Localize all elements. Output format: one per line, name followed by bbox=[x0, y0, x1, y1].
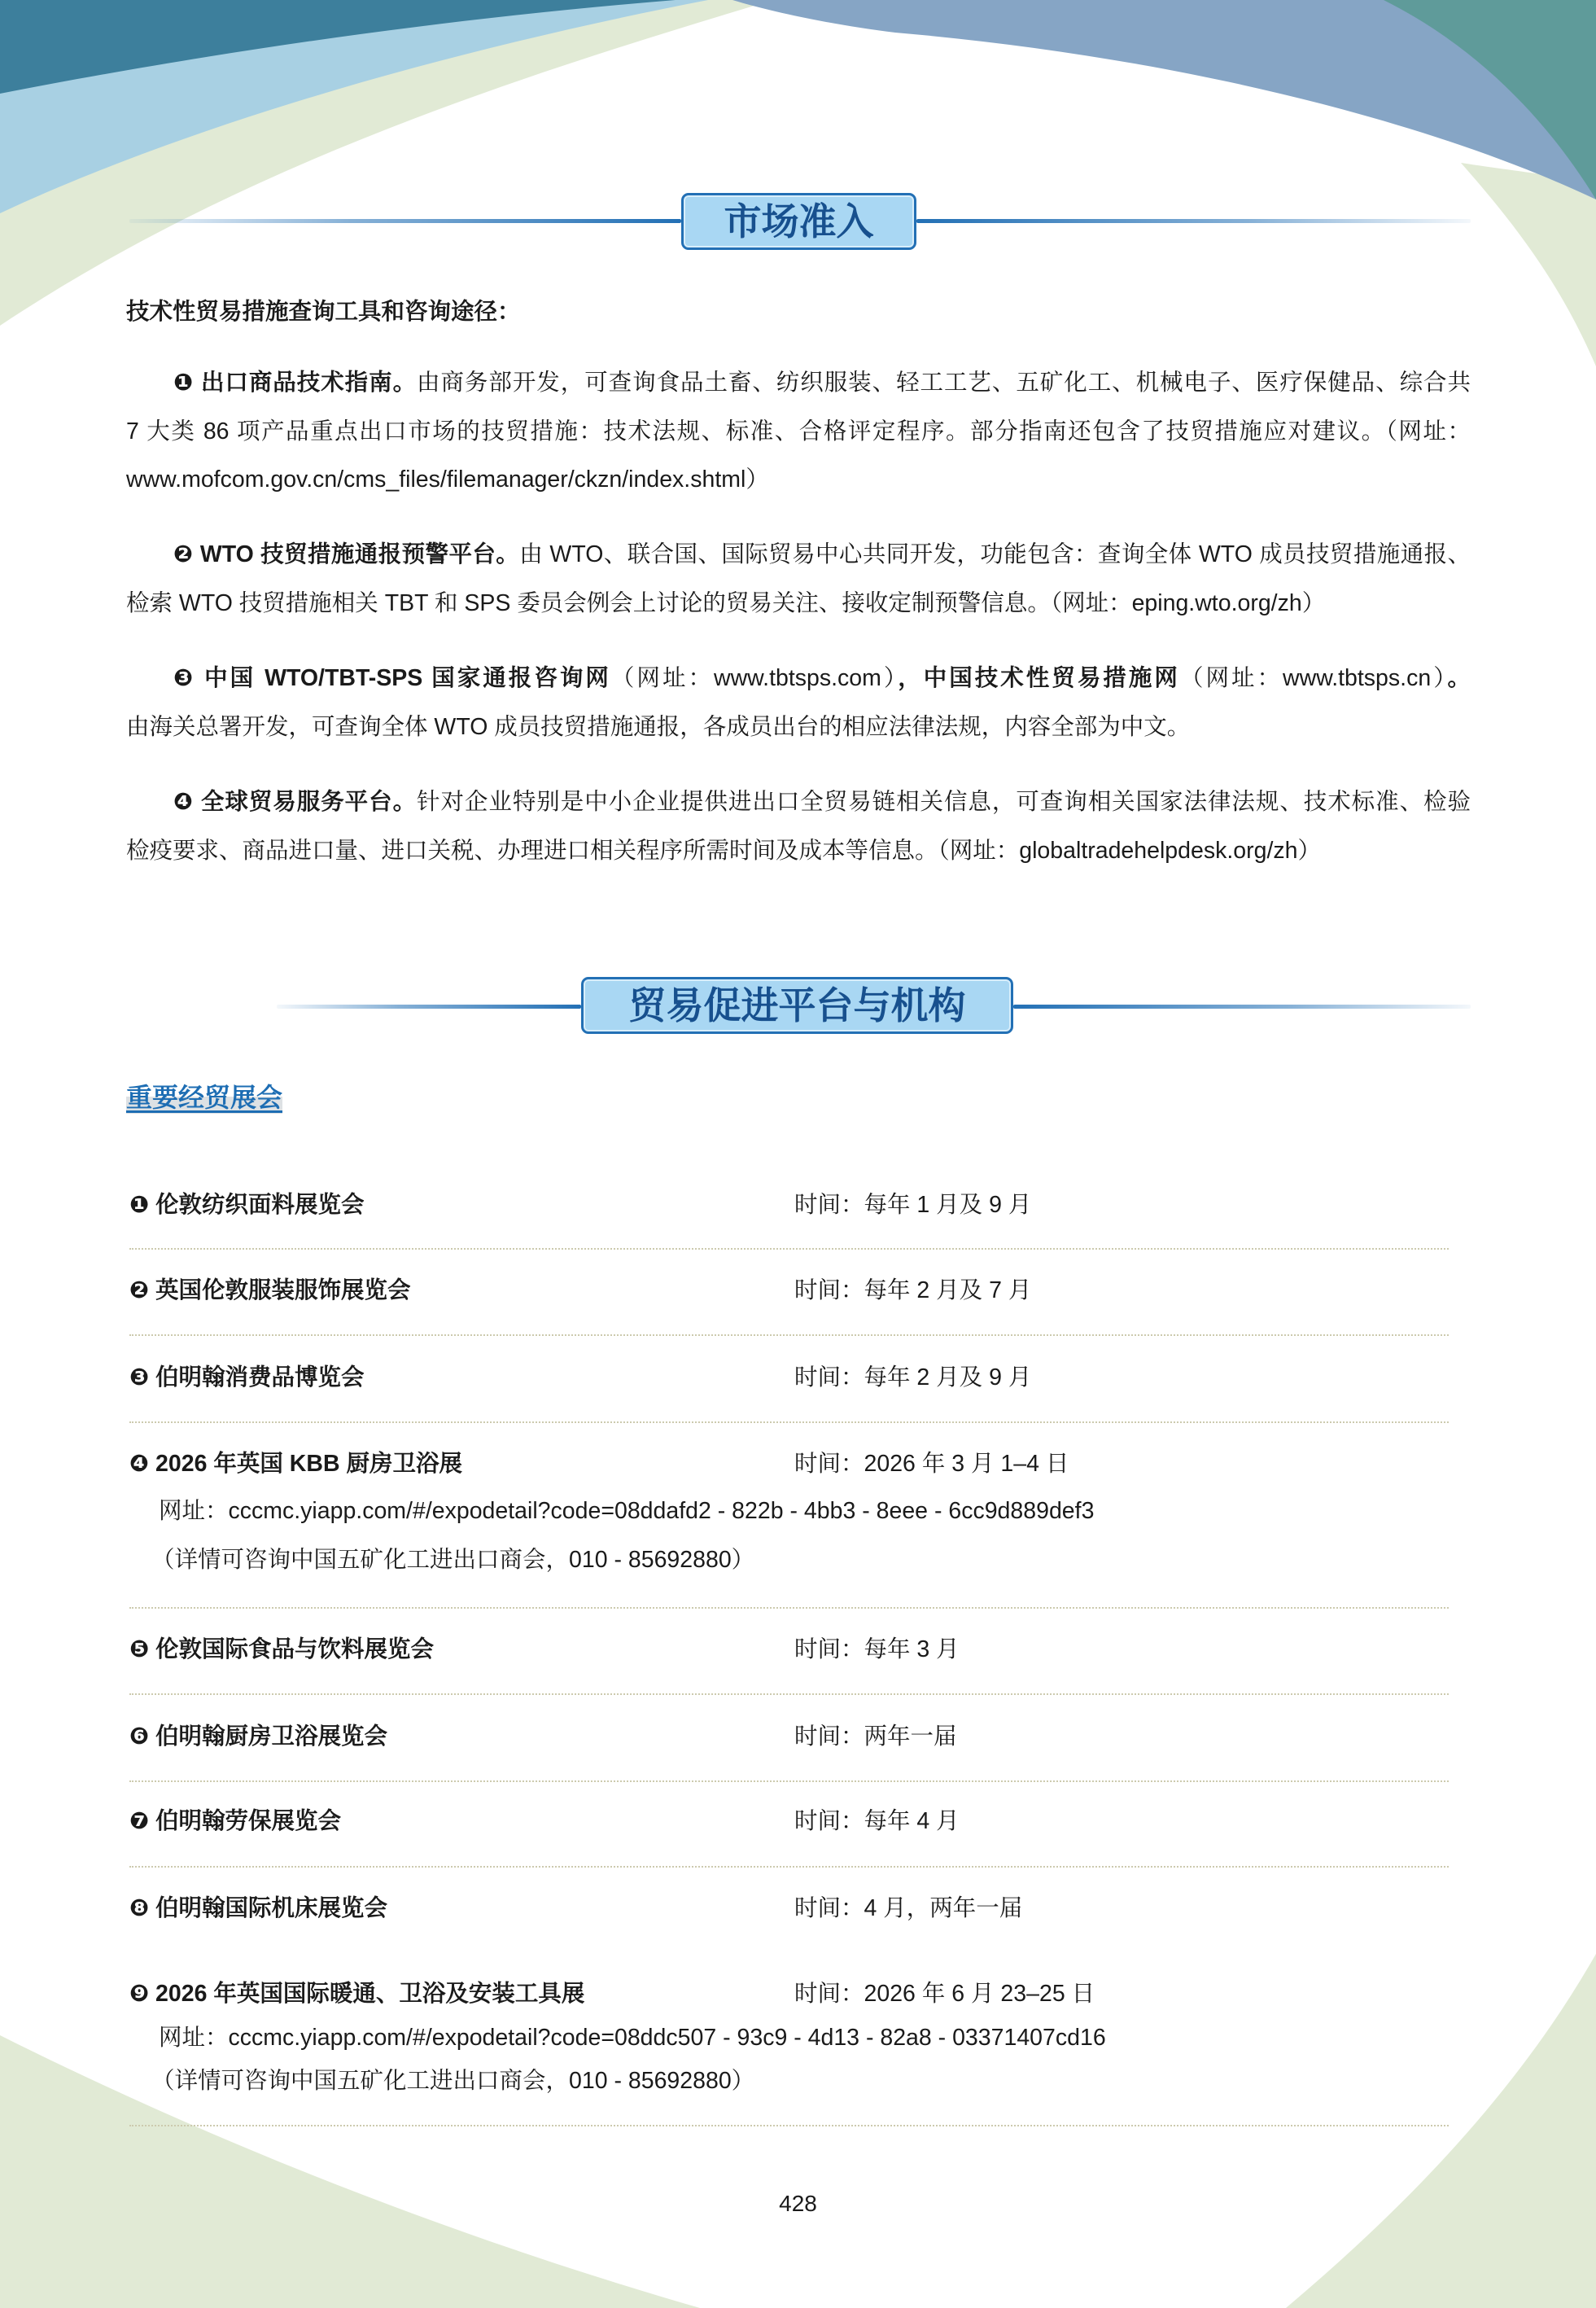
paragraph-4-line-2: 检疫要求、商品进口量、进口关税、办理进口相关程序所需时间及成本等信息。（网址：globaltradehelpdesk.org/zh） bbox=[126, 838, 1321, 864]
paragraph-4-line-1 bbox=[173, 786, 1471, 818]
exhibition-1-time: 时间：每年 1 月及 9 月 bbox=[794, 1192, 1032, 1218]
paragraph-1-line-2: 7 大类 86 项产品重点出口市场的技贸措施：技术法规、标准、合格评定程序。部分指南还包含了技贸措施应对建议。（网址： bbox=[126, 418, 1471, 445]
paragraph-4-text: 针对企业特别是中小企业提供进出口全贸易链相关信息，可查询相关国家法律法规、技术标准、检验 bbox=[417, 789, 1471, 815]
section-1-rule-right bbox=[916, 219, 1471, 223]
paragraph-1-line-1 bbox=[173, 366, 1471, 399]
exhibition-9-time: 时间：2026 年 6 月 23–25 日 bbox=[794, 1981, 1095, 2007]
exhibition-divider bbox=[129, 1248, 1449, 1250]
market-intro: 技术性贸易措施查询工具和咨询途径： bbox=[126, 299, 521, 325]
paragraph-3-url-1: （网址：www.tbtsps.com） bbox=[610, 665, 899, 691]
paragraph-3-end-mark: 。 bbox=[1447, 665, 1471, 691]
paragraph-2-text: 由 WTO、联合国、国际贸易中心共同开发，功能包含：查询全体 WTO 成员技贸措施通报、 bbox=[519, 541, 1471, 567]
section-2-rule-left bbox=[277, 1005, 581, 1009]
paragraph-1-title: ❶ 出口商品技术指南。 bbox=[173, 370, 418, 396]
exhibition-1-name: ❶ 伦敦纺织面料展览会 bbox=[129, 1192, 365, 1218]
exhibition-9-name: ❾ 2026 年英国国际暖通、卫浴及安装工具展 bbox=[129, 1981, 585, 2007]
page-number: 428 bbox=[779, 2191, 817, 2216]
paragraph-3-line-2: 由海关总署开发，可查询全体 WTO 成员技贸措施通报，各成员出台的相应法律法规，内容全部为中文。 bbox=[126, 714, 1191, 740]
paragraph-2-line-2: 检索 WTO 技贸措施相关 TBT 和 SPS 委员会例会上讨论的贸易关注、接收定制预警信息。（网址：eping.wto.org/zh） bbox=[126, 590, 1326, 616]
exhibition-5-time: 时间：每年 3 月 bbox=[794, 1636, 960, 1662]
paragraph-4-title: ❹ 全球贸易服务平台。 bbox=[173, 789, 418, 815]
section-title-trade-promotion: 贸易促进平台与机构 bbox=[581, 977, 1013, 1034]
exhibition-5-name: ❺ 伦敦国际食品与饮料展览会 bbox=[129, 1636, 435, 1662]
exhibition-divider bbox=[129, 1421, 1449, 1423]
section-2-rule-right bbox=[1013, 1005, 1471, 1009]
exhibition-divider bbox=[129, 1693, 1449, 1695]
paragraph-1-text: 由商务部开发，可查询食品土畜、纺织服装、轻工工艺、五矿化工、机械电子、医疗保健品、综合共 bbox=[417, 370, 1471, 396]
exhibition-divider bbox=[129, 1866, 1449, 1868]
exhibition-divider bbox=[129, 1334, 1449, 1336]
paragraph-3-url-2: （网址：www.tbtsps.cn） bbox=[1179, 665, 1448, 691]
exhibition-9-url: 网址：cccmc.yiapp.com/#/expodetail?code=08ddc507 - 93c9 - 4d13 - 82a8 - 03371407cd16 bbox=[159, 2025, 1106, 2051]
paragraph-3-title: ❸ 中国 WTO/TBT-SPS 国家通报咨询网 bbox=[173, 665, 611, 691]
exhibition-3-name: ❸ 伯明翰消费品博览会 bbox=[129, 1364, 365, 1390]
exhibition-6-time: 时间：两年一届 bbox=[794, 1723, 957, 1750]
exhibition-8-name: ❽ 伯明翰国际机床展览会 bbox=[129, 1895, 388, 1921]
paragraph-2-title: ❷ WTO 技贸措施通报预警平台。 bbox=[173, 541, 520, 567]
exhibition-8-time: 时间：4 月，两年一届 bbox=[794, 1895, 1023, 1921]
exhibition-4-name: ❹ 2026 年英国 KBB 厨房卫浴展 bbox=[129, 1451, 462, 1477]
exhibition-divider bbox=[129, 1607, 1449, 1609]
decor-bottom-right-green-swoosh bbox=[1286, 1954, 1596, 2308]
exhibition-4-time: 时间：2026 年 3 月 1–4 日 bbox=[794, 1451, 1069, 1477]
paragraph-1-line-3: www.mofcom.gov.cn/cms_files/filemanager/ckzn/index.shtml） bbox=[126, 466, 769, 493]
exhibition-divider bbox=[129, 1780, 1449, 1782]
exhibition-7-time: 时间：每年 4 月 bbox=[794, 1808, 960, 1834]
exhibition-2-name: ❷ 英国伦敦服装服饰展览会 bbox=[129, 1277, 411, 1303]
paragraph-3-title-2: ，中国技术性贸易措施网 bbox=[898, 665, 1180, 691]
section-title-market-access: 市场准入 bbox=[681, 193, 916, 250]
exhibition-3-time: 时间：每年 2 月及 9 月 bbox=[794, 1364, 1032, 1390]
exhibition-6-name: ❻ 伯明翰厨房卫浴展览会 bbox=[129, 1723, 388, 1750]
section-1-rule-left bbox=[129, 219, 681, 223]
decor-right-green-sliver bbox=[1461, 163, 1596, 366]
paragraph-3-line-1 bbox=[173, 662, 1471, 694]
exhibitions-subheading: 重要经贸展会 bbox=[126, 1083, 283, 1112]
exhibition-4-note: （详情可咨询中国五矿化工进出口商会，010 - 85692880） bbox=[151, 1547, 755, 1573]
paragraph-2-line-1 bbox=[173, 538, 1471, 571]
exhibition-7-name: ❼ 伯明翰劳保展览会 bbox=[129, 1808, 342, 1834]
exhibition-9-note: （详情可咨询中国五矿化工进出口商会，010 - 85692880） bbox=[151, 2068, 755, 2094]
exhibition-4-url: 网址：cccmc.yiapp.com/#/expodetail?code=08ddafd2 - 822b - 4bb3 - 8eee - 6cc9d889def3 bbox=[159, 1498, 1095, 1524]
exhibition-divider bbox=[129, 2125, 1449, 2126]
exhibition-2-time: 时间：每年 2 月及 7 月 bbox=[794, 1277, 1032, 1303]
